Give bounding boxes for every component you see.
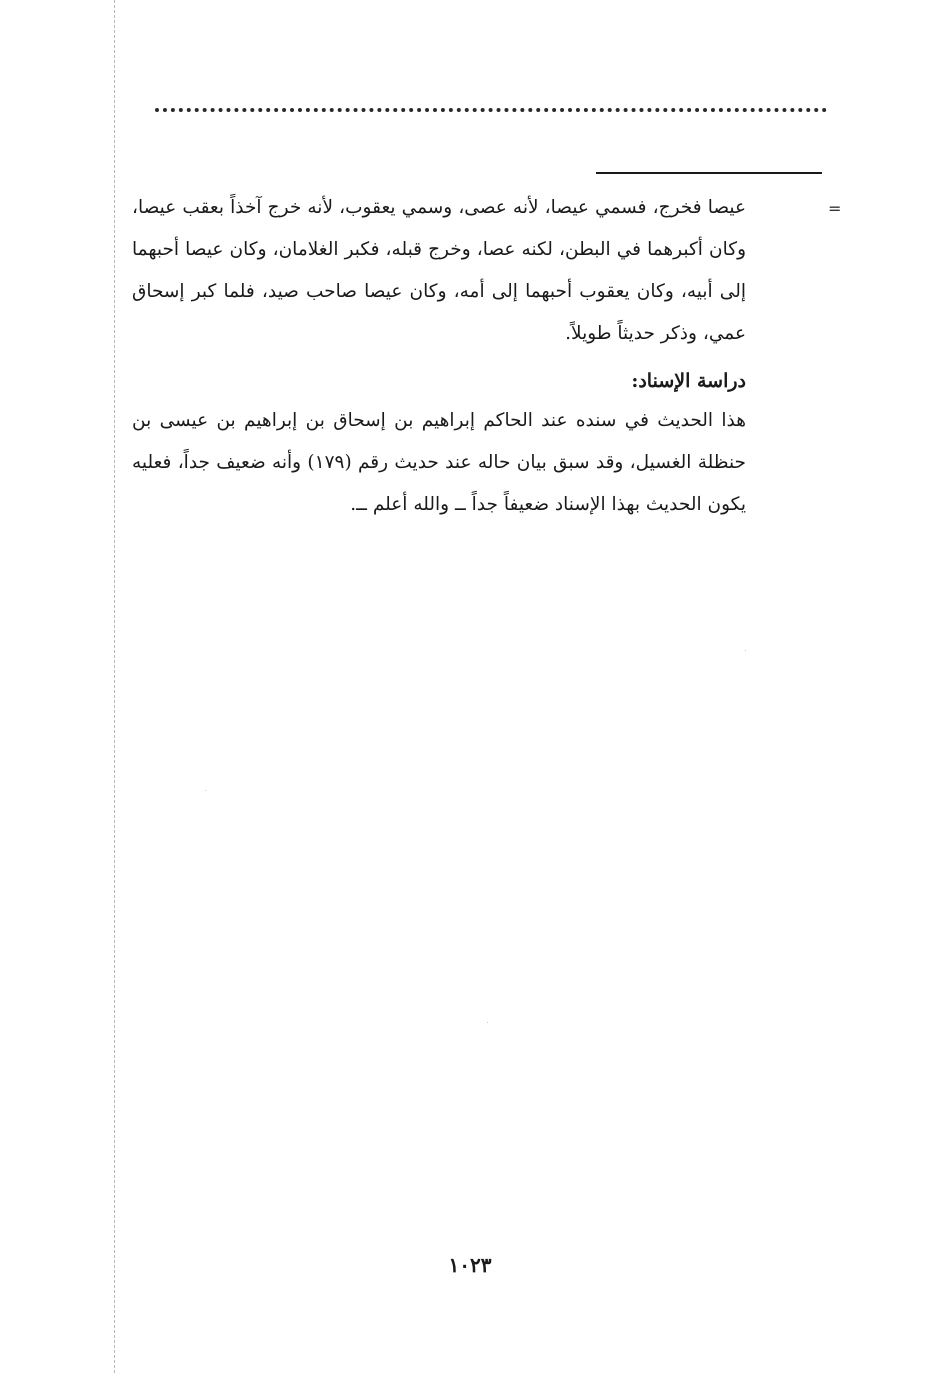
scan-speck [487,1022,488,1023]
page-edge-line [114,0,115,1373]
scan-speck [745,650,746,651]
study-paragraph: هذا الحديث في سنده عند الحاكم إبراهيم بن إسحاق بن إبراهيم بن عيسى بن حنظلة الغسيل، وقد سبق بيان حاله عند حديث رقم (١٧٩) وأنه ضعيف جداً، فعليه يكون الحديث بهذا الإسناد ضعيفاً جداً ــ والله أعلم ــ. [132,410,746,515]
continuation-mark: = [828,199,842,218]
section-heading: دراسة الإسناد: [631,370,746,392]
scan-speck [205,790,206,791]
page-number: ١٠٢٣ [448,1253,492,1277]
footnote-separator [596,172,822,174]
dotted-separator [155,108,827,112]
footnote-paragraph: عيصا فخرج، فسمي عيصا، لأنه عصى، وسمي يعقوب، لأنه خرج آخذاً بعقب عيصا، وكان أكبرهما في البطن، لكنه عصا، وخرج قبله، فكبر الغلامان، وكان عيصا أحبهما إلى أبيه، وكان يعقوب أحبهما إلى أمه، وكان عيصا صاحب صيد، فلما كبر إسحاق عمي، وذكر حديثاً طويلاً. [132,197,746,344]
